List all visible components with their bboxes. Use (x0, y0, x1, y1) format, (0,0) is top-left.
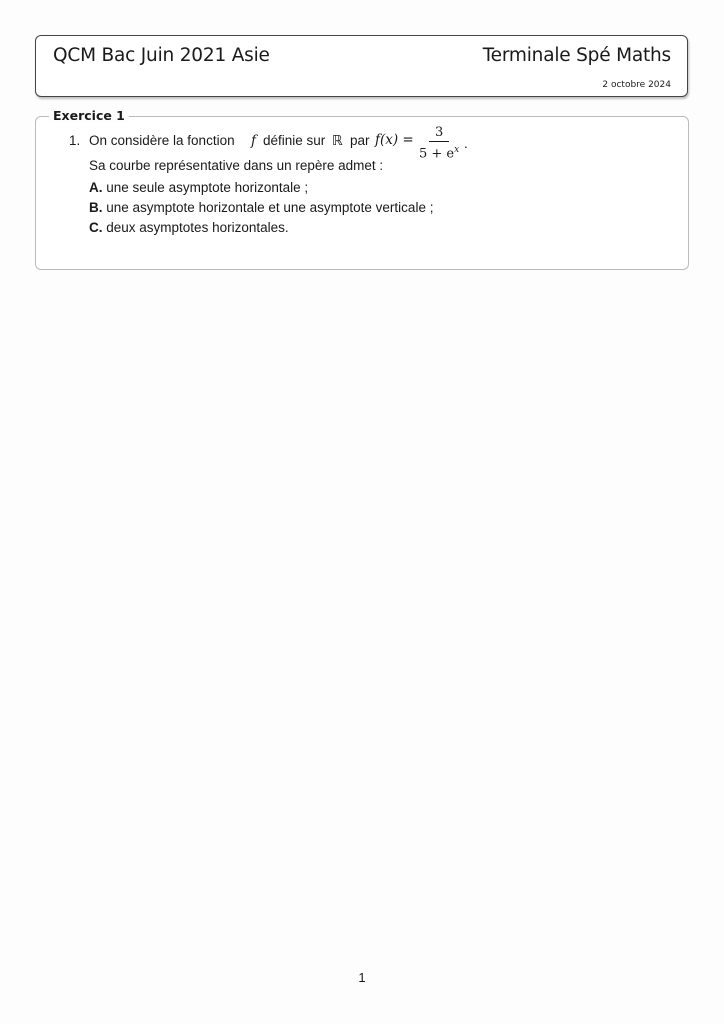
function-expression: f(x) = (375, 132, 414, 148)
trailing-period: . (464, 136, 468, 151)
intro-text: On considère la fonction (89, 133, 235, 148)
document-subject: Terminale Spé Maths (482, 45, 671, 66)
option-a (89, 180, 308, 195)
question-statement: Sa courbe représentative dans un repère admet : (89, 158, 384, 173)
option-a-letter: A. (89, 180, 103, 195)
document-header (35, 35, 688, 97)
option-b (89, 200, 433, 215)
intro-defined: définie sur (263, 133, 326, 148)
function-symbol: f (251, 133, 256, 149)
option-b-letter: B. (89, 200, 103, 215)
intro-par: par (350, 133, 370, 148)
exercise-label: Exercice 1 (49, 108, 129, 123)
denominator-exponent: x (454, 145, 460, 155)
document-title: QCM Bac Juin 2021 Asie (53, 45, 270, 66)
option-b-text: une asymptote horizontale et une asymptote verticale ; (106, 200, 434, 215)
option-c-text: deux asymptotes horizontales. (106, 220, 289, 235)
fraction-numerator: 3 (429, 124, 449, 142)
fraction (419, 124, 459, 162)
denominator-base: 5 + e (419, 146, 455, 162)
document-date: 2 octobre 2024 (602, 80, 671, 90)
page-number: 1 (358, 970, 366, 985)
option-c (89, 220, 289, 235)
question-number: 1. (69, 133, 81, 148)
option-a-text: une seule asymptote horizontale ; (106, 180, 309, 195)
option-c-letter: C. (89, 220, 103, 235)
real-numbers-symbol: ℝ (332, 133, 343, 149)
fraction-denominator (419, 142, 459, 162)
